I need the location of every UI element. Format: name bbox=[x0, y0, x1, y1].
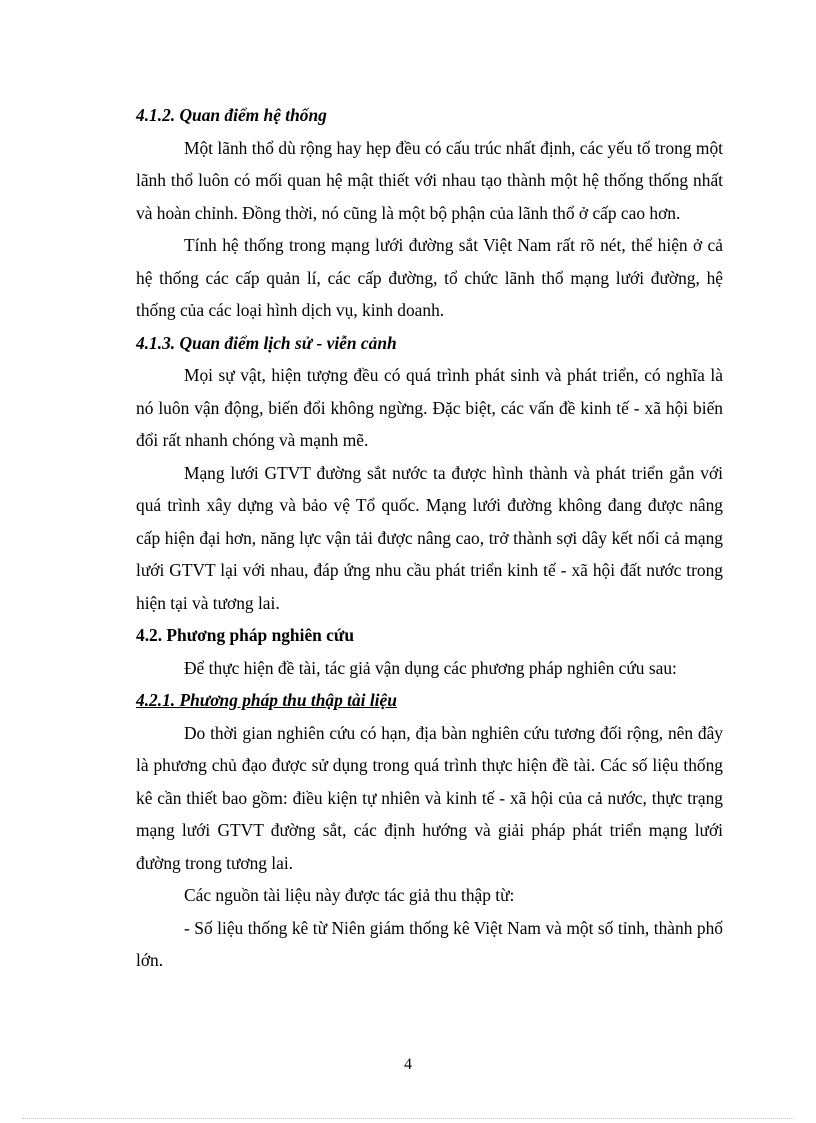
paragraph: Tính hệ thống trong mạng lưới đường sắt Việt Nam rất rõ nét, thể hiện ở cả hệ thống các cấp quản lí, các cấp đường, tổ chức lãnh thổ mạng lưới đường, hệ thống của các loại hình dịch vụ, kinh doanh. bbox=[136, 235, 723, 320]
section-heading-4-2: 4.2. Phương pháp nghiên cứu bbox=[136, 625, 355, 645]
paragraph: Để thực hiện đề tài, tác giả vận dụng các phương pháp nghiên cứu sau: bbox=[184, 657, 677, 678]
paragraph: Do thời gian nghiên cứu có hạn, địa bàn nghiên cứu tương đối rộng, nên đây là phương chủ đạo được sử dụng trong quá trình thực hiện đề tài. Các số liệu thống kê cần thiết bao gồm: điều kiện tự nhiên và kinh tế - xã hội của cả nước, thực trạng mạng lưới GTVT đường sắt, các định hướng và giải pháp phát triển mạng lưới đường trong tương lai. bbox=[136, 722, 723, 873]
section-heading-4-1-2: 4.1.2. Quan điểm hệ thống bbox=[136, 105, 327, 125]
section-heading-4-2-1: 4.2.1. Phương pháp thu thập tài liệu bbox=[136, 690, 397, 710]
paragraph: Các nguồn tài liệu này được tác giả thu thập từ: bbox=[184, 885, 515, 905]
section-heading-4-1-3: 4.1.3. Quan điểm lịch sử - viễn cảnh bbox=[136, 332, 397, 353]
page-number: 4 bbox=[404, 1056, 412, 1073]
paragraph: Mạng lưới GTVT đường sắt nước ta được hình thành và phát triển gắn với quá trình xây dựng và bảo vệ Tổ quốc. Mạng lưới đường không đang được nâng cấp hiện đại hơn, năng lực vận tải được nâng cao, trở thành sợi dây kết nối cả mạng lưới GTVT lại với nhau, đáp ứng nhu cầu phát triển kinh tế - xã hội đất nước trong hiện tại và tương lai. bbox=[136, 462, 723, 613]
paragraph: Một lãnh thổ dù rộng hay hẹp đều có cấu trúc nhất định, các yếu tố trong một lãnh thổ luôn có mối quan hệ mật thiết với nhau tạo thành một hệ thống thống nhất và hoàn chỉnh. Đồng thời, nó cũng là một bộ phận của lãnh thổ ở cấp cao hơn. bbox=[136, 137, 723, 223]
paragraph: Mọi sự vật, hiện tượng đều có quá trình phát sinh và phát triển, có nghĩa là nó luôn vận động, biến đổi không ngừng. Đặc biệt, các vấn đề kinh tế - xã hội biến đổi rất nhanh chóng và mạnh mẽ. bbox=[136, 365, 723, 450]
paragraph: - Số liệu thống kê từ Niên giám thống kê Việt Nam và một số tỉnh, thành phố lớn. bbox=[136, 917, 723, 970]
page-body bbox=[136, 99, 723, 977]
page-bottom-divider bbox=[22, 1118, 794, 1119]
